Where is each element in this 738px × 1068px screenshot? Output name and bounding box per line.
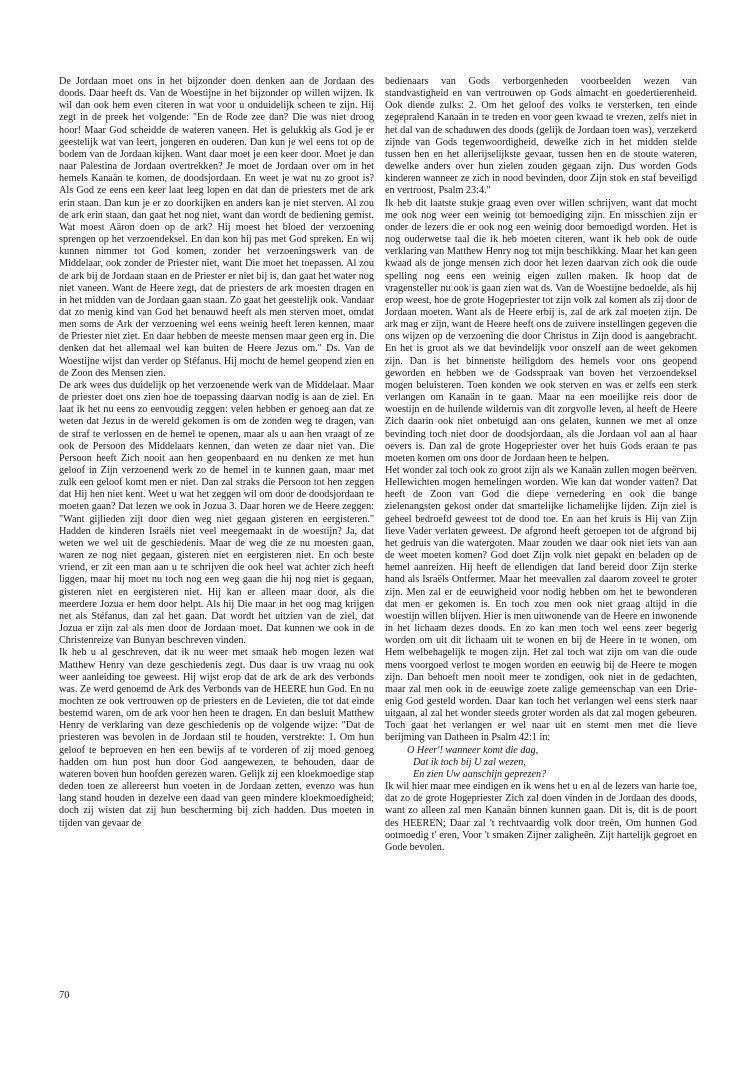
right-column — [385, 76, 697, 854]
poem-line: O Heer'! wanneer komt die dag, — [407, 744, 539, 756]
paragraph: bedienaars van Gods verborgenheden voorbeelden wezen van standvastigheid en van vertrouwen op Gods almacht en goedertierenheid. Ook diende zulks: 2. Om het geloof des volks te versterken, ten einde zegepralend Kanaän in te treden en voor geen kwaad te vrezen, zelfs niet in het dal van de schaduwen des doods (gelijk de Jordaan toen was), verzekerd zijnde van Gods tegenwoordigheid, dewelke zich in het midden stelde tussen hen en het allerijselijkste gevaar, tussen hen en de stoute wateren, dewelke anders over hun zielen zouden gegaan zijn. Dus worden Gods kinderen wanneer ze zich in nood bevinden, door Zijn stok en staf beveiligd en vertroost, Psalm 23:4." — [385, 76, 697, 197]
paragraph: De Jordaan moet ons in het bijzonder doen denken aan de Jordaan des doods. Daar heeft ds. Van de Woestijne in het bijzonder op willen wijzen. Ik wil dan ook hem even citeren in wat voor u onduidelijk scheen te zijn. Hij zegt in de preek het volgende: "En de Rode zee dan? Die was niet droog hoor! Maar God scheidde de wateren vaneen. Het is gelukkig als God je er geestelijk wat van leert, jongeren en ouderen. Dan kun je wel eens tot op de bodem van de Jordaan kijken. Want daar moet je een keer door. Moet je dan naar Palestina de Jordaan overtrekken? Je moet de Jordaan over om in het hemels Kanaän te komen, de doodsjordaan. En weet je wat nu zo groot is? Als God ze eens een keer laat leeg lopen en dat dan de priesters met de ark erin staan. Dan kun je er zo doorkijken en anders kan je niet sterven. Al zou de ark erin staan, dan gaat het nog niet, want dan wordt de bediening gemist. Wat moest Aäron doen op de ark? Hij moest het bloed der verzoening sprengen op het verzoendeksel. En dan kon hij pas met God spreken. En wij kunnen nimmer tot God komen, zonder het verzoeningswerk van de Middelaar, ook zonder de Priester niet, want Die moet het toepassen. Al zou de ark bij de Jordaan staan en de Priester er niet bij is, dan gaat het water nog niet vaneen. Want de Heere zegt, dat de priesters de ark moesten dragen en in het midden van de Jordaan gaan staan. Zo gaat het geestelijk ook. Vandaar dat zo menig kind van God het benauwd heeft als men sterven moet, omdat men soms de Ark der verzoening wel eens weinig heeft leren kennen, maar de Priester niet ziet. En daar hebben de meeste mensen maar geen erg in. Die denken dat het allemaal wel kan buiten de Heere Jezus om." Ds. Van de Woestijne wijst dan verder op Stéfanus. Hij mocht de hemel geopend zien en de Zoon des Mensen zien. — [59, 76, 374, 379]
paragraph: Ik wil hier maar mee eindigen en ik wens het u en al de lezers van harte toe, dat zo de grote Hogepriester Zich zal doen vinden in de Jordaan des doods, want zo alleen zal men Kanaän binnen kunnen gaan. Dit is, dit is de poort des HEEREN; Daar zal 't rechtvaardig volk door treên, Om hunnen God ootmoedig t' eren, Voor 't smaken Zijner zaligheên. Zijt hartelijk gegroet en Gode bevolen. — [385, 781, 697, 853]
paragraph: Ik heb u al geschreven, dat ik nu weer met smaak heb mogen lezen wat Matthew Henry van deze geschiedenis zegt. Dus daar is uw vraag nu ook weer aanleiding toe geweest. Hij wijst erop dat de ark de ark des verbonds was. Ze werd genoemd de Ark des Verbonds van de HEERE hun God. En nu mochten ze ook vertrouwen op de priesters en de Levieten, die tot dat einde bestemd waren, om de ark voor hen heen te dragen. En dan besluit Matthew Henry de verklaring van deze geschiedenis op de volgende wijze: "Dat de priesteren was bevolen in de Jordaan stil te houden, verstrekte: 1. Om hun geloof te beproeven en hen een bewijs af te vorderen of zij moed genoeg hadden om hun post hun door God aangewezen, te behouden, daar de wateren boven hun hoofden gerezen waren. Gelijk zij een kloekmoedige stap deden toen ze allereerst hun voeten in de Jordaan zetten, evenzo was hun lang stand houden in dezelve een daad van geen mindere kloekmoedigheid; doch zij wisten dat zij hun bescherming bij zich hadden. Dus moeten in tijden van gevaar de — [59, 647, 374, 829]
left-column — [59, 76, 374, 830]
poem-line: En zien Uw aanschijn geprezen? — [413, 768, 547, 780]
page-number: 70 — [59, 990, 70, 1001]
poem-line: Dat ik toch bij U zal wezen, — [413, 756, 526, 768]
paragraph: De ark wees dus duidelijk op het verzoenende werk van de Middelaar. Maar de priester doet ons zien hoe de toepassing daarvan nodig is aan de ziel. En laat ik het nu eens zo eenvoudig zeggen: velen hebben er genoeg aan dat ze weten dat Jezus in de wereld gekomen is om de zonden weg te dragen, van de straf te verlossen en de hemel te openen, maar als u aan hen vraagt of ze ook de Persoon des Middelaars kennen, dan weten ze daar niet van. Die Persoon heeft Zich nooit aan hen geopenbaard en nu denken ze met hun geloof in Zijn verzoenend werk zo de hemel in te kunnen gaan, maar met zulk een geloof komt men er niet. Dan zal straks die Persoon tot hen zeggen dat Hij hen niet kent. Weet u wat het zeggen wil om door de doodsjordaan te moeten gaan? Dat lezen we ook in Jozua 3. Daar horen we de Heere zeggen: "Want gijlieden zijt door dien weg niet gegaan gisteren en eergisteren." Hadden de kinderen Israëls niet veel meegemaakt in de woestijn? Ja, dat weten we wel uit de geschiedenis. Maar de weg die ze nu moesten gaan, waren ze nog niet gegaan, gisteren niet en eergisteren niet. En och beste vriend, er zit een man aan u te schrijven die ook heel wat achter zich heeft liggen, maar hij moet nu toch nog een weg gaan die hij nog niet is gegaan, gisteren niet en eergisteren niet. Hij kan er alleen maar door, als die meerdere Jozua er hem door helpt. Als hij Die maar in het oog mag krijgen net als Stéfanus, dan zal het gaan. Dat wordt het uitzien van de ziel, dat Jozua er zijn zal als men door de Jordaan moet. Dat kunnen we ook in de Christenreize van Bunyan beschreven vinden. — [59, 379, 374, 647]
paragraph: Het wonder zal toch ook zo groot zijn als we Kanaän zullen mogen beërven. Hellewichten mogen hemelingen worden. Wie kan dat wonder vatten? Dat heeft de Zoon van God die diepe vernedering en ook die bange zielenangsten gekost onder dat smartelijke lichamelijke lijden. Zijn ziel is geheel bedroefd geweest tot de dood toe. En aan het kruis is Hij van Zijn lieve Vader verlaten geweest. De afgrond heeft geroepen tot de afgrond bij het gedruis van die watergoten. Maar zouden we daar ook niet iets van aan de weet moeten komen? God doet Zijn volk niet gepakt en beladen op de hemel aanreizen. Hij heeft de ellendigen dat land bereid door Zijn sterke hand als Israëls Ontfermer. Maar het meevallen zal daarom zoveel te groter zijn. Men zal er de eeuwigheid voor nodig hebben om het te bewonderen dat men er gekomen is. En toch zou men ook niet graag altijd in die woestijn willen blijven. Hier is men uitwonende van de Heere en inwonende in het lichaam dezes doods. En zo kan men toch wel eens zeer begerig worden om uit dit lichaam uit te wonen en bij de Heere in te wonen, om Hem welbehagelijk te mogen zijn. Het zal toch wat zijn om van die oude mens voorgoed verlost te mogen worden en eeuwig bij de Heere te mogen zijn. Dan behoeft men nooit meer te zondigen, ook niet in de gedachten, maar zal men ook in de eeuwige zoete zalige gemeenschap van een Drie-enig God gesteld worden. Daar kan toch het verlangen wel eens sterk naar uitgaan, al zal het wonder steeds groter worden als dat zal mogen gebeuren. Toch gaat het verlangen er wel naar uit en stemt men met die lieve berijming van Datheen in Psalm 42:1 in: — [385, 465, 697, 744]
paragraph: Ik heb dit laatste stukje graag even over willen schrijven, want dat mocht me ook nog weer een weinig tot bemoediging zijn. En misschien zijn er onder de lezers die er ook nog een weinig door bemoedigd worden. Het is nog ouderwetse taal die ik heb moeten citeren, want ik heb ook de oude verklaring van Matthew Henry nog tot mijn beschikking. Maar het kan geen kwaad als de jonge mensen zich door het lezen daarvan zich ook die oude spelling nog eens een weinig eigen zullen maken. Ik hoop dat de vragensteller nu ook is gaan zien wat ds. Van de Woestijne bedoelde, als hij erop weest, hoe de grote Hogepriester tot zijn volk zal komen als zij door de Jordaan moeten. Want als de Heere erbij is, zal de ark zal moeten zijn. De ark mag er zijn, want de Heere heeft ons de zuivere instellingen gegeven die ons wijzen op de verzoening die door Christus in Zijn dood is aangebracht. En het is groot als we dat bevindelijk voor onszelf aan de weet gekomen zijn. Dan is het binnenste heiligdom des hemels voor ons geopend geworden en hebben we de Godsspraak van boven het verzoendeksel mogen beluisteren. Toen konden we ook sterven en was er zelfs een sterk verlangen om Kanaän in te gaan. Maar na een moeilijke reis door de woestijn en de huilende wildernis van dit zorgvolle leven, al heeft de Heere Zich daarin ook niet onbetuigd aan ons gelaten, kunnen we met al onze bevinding toch niet door de doodsjordaan, als die Jordaan vol aan al haar oevers is. Dan zal de grote Hogepriester over het huis Gods eraan te pas moeten komen om ons door de Jordaan heen te helpen. — [385, 197, 697, 464]
psalm-quote — [407, 745, 697, 781]
